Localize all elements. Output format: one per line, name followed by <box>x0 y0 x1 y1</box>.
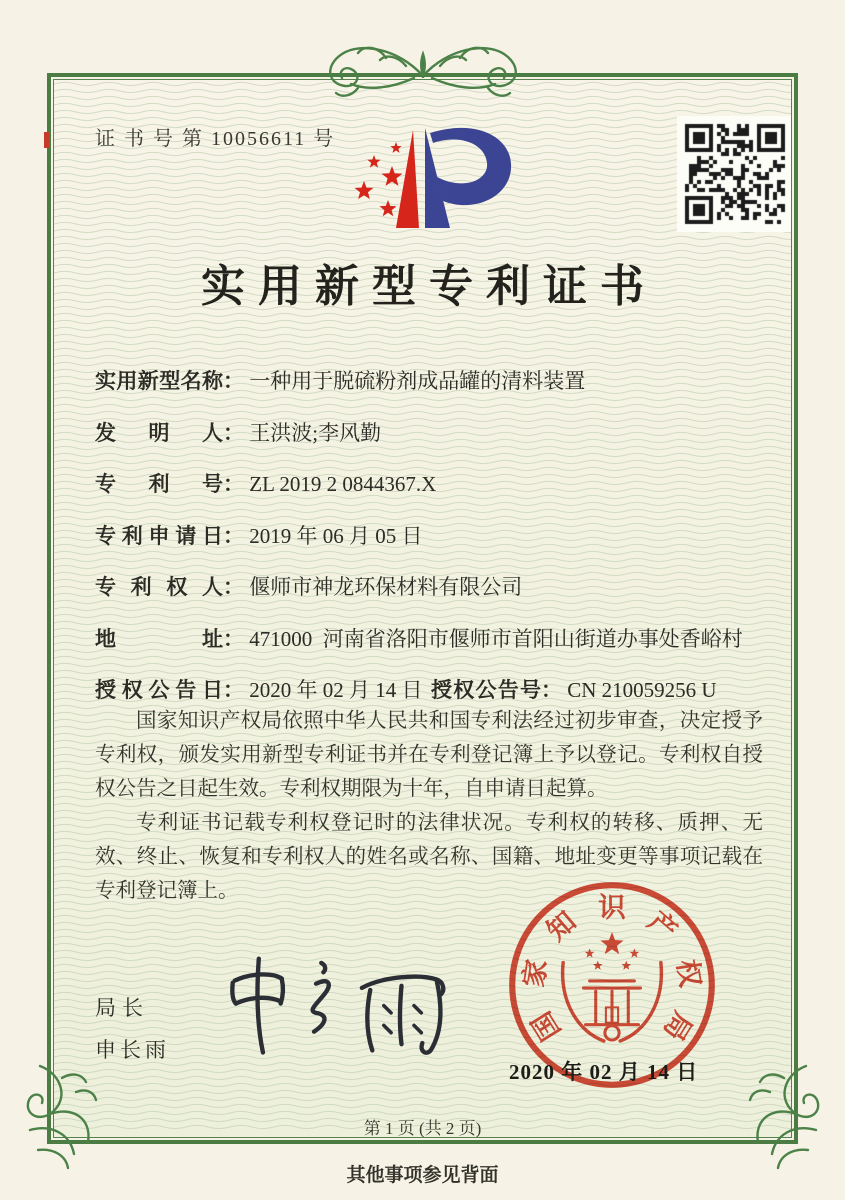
field-value: 一种用于脱硫粉剂成品罐的清料装置 <box>249 369 586 393</box>
field-label: 地址 <box>95 627 223 651</box>
field-row-filing-date: 专利申请日： 2019 年 06 月 05 日 <box>95 520 423 552</box>
field-value: 2020 年 02 月 14 日 <box>249 678 423 702</box>
field-label: 授权公告日 <box>95 678 223 702</box>
field-row-patent-number: 专利号： ZL 2019 2 0844367.X <box>95 468 436 500</box>
certificate-border <box>47 73 798 1144</box>
director-title: 局长 <box>95 996 149 1020</box>
edge-registration-mark <box>44 132 49 148</box>
field-row-grant: 授权公告日： 2020 年 02 月 14 日 授权公告号： CN 210059256 U <box>95 674 775 706</box>
svg-text:知: 知 <box>541 905 582 947</box>
page-number: 第 1 页 (共 2 页) <box>363 1119 482 1138</box>
field-row-patentee: 专利权人： 偃师市神龙环保材料有限公司 <box>95 571 522 603</box>
field-label: 专利权人 <box>95 575 223 599</box>
cnipa-patent-logo-icon <box>326 116 526 238</box>
field-label: 实用新型名称 <box>95 369 223 393</box>
seal-date: 2020 年 02 月 14 日 <box>509 1060 699 1084</box>
field-label: 授权公告号 <box>431 678 541 702</box>
legal-paragraph-1: 国家知识产权局依照中华人民共和国专利法经过初步审查，决定授予专利权，颁发实用新型专利证书并在专利登记簿上予以登记。专利权自授权公告之日起生效。专利权期限为十年，自申请日起算。 <box>95 710 763 800</box>
legal-paragraph-2: 专利证书记载专利权登记时的法律状况。专利权的转移、质押、无效、终止、恢复和专利权人的姓名或名称、国籍、地址变更等事项记载在专利登记簿上。 <box>95 812 763 902</box>
field-value: CN 210059256 U <box>567 678 717 702</box>
director-name: 申长雨 <box>95 1038 170 1062</box>
field-row-address: 地址： 471000 河南省洛阳市偃师市首阳山街道办事处香峪村 <box>95 623 743 655</box>
handwritten-signature-icon <box>214 948 464 1058</box>
back-side-note: 其他事项参见背面 <box>346 1165 499 1186</box>
certificate-body <box>53 79 792 1138</box>
svg-text:识: 识 <box>598 892 626 923</box>
svg-text:局: 局 <box>657 1006 698 1046</box>
field-label: 专利号 <box>95 472 223 496</box>
field-row-inventor: 发明人： 王洪波;李风勤 <box>95 417 381 449</box>
field-label: 专利申请日 <box>95 524 223 548</box>
field-label: 发明人 <box>95 421 223 445</box>
svg-text:国: 国 <box>526 1006 567 1046</box>
grant-number-group: 授权公告号： CN 210059256 U <box>431 674 717 704</box>
svg-text:产: 产 <box>642 905 683 947</box>
qr-code-icon <box>677 116 792 232</box>
field-value: 偃师市神龙环保材料有限公司 <box>249 575 523 599</box>
certificate-number: 证 书 号 第 10056611 号 <box>95 128 336 150</box>
field-row-name: 实用新型名称： 一种用于脱硫粉剂成品罐的清料装置 <box>95 365 585 397</box>
field-value: 471000 河南省洛阳市偃师市首阳山街道办事处香峪村 <box>249 627 743 651</box>
svg-text:权: 权 <box>671 957 706 990</box>
svg-text:家: 家 <box>518 957 553 990</box>
field-value: 王洪波;李风勤 <box>249 421 382 445</box>
field-value: ZL 2019 2 0844367.X <box>249 472 437 496</box>
certificate-title: 实用新型专利证书 <box>201 262 657 311</box>
field-value: 2019 年 06 月 05 日 <box>249 524 423 548</box>
